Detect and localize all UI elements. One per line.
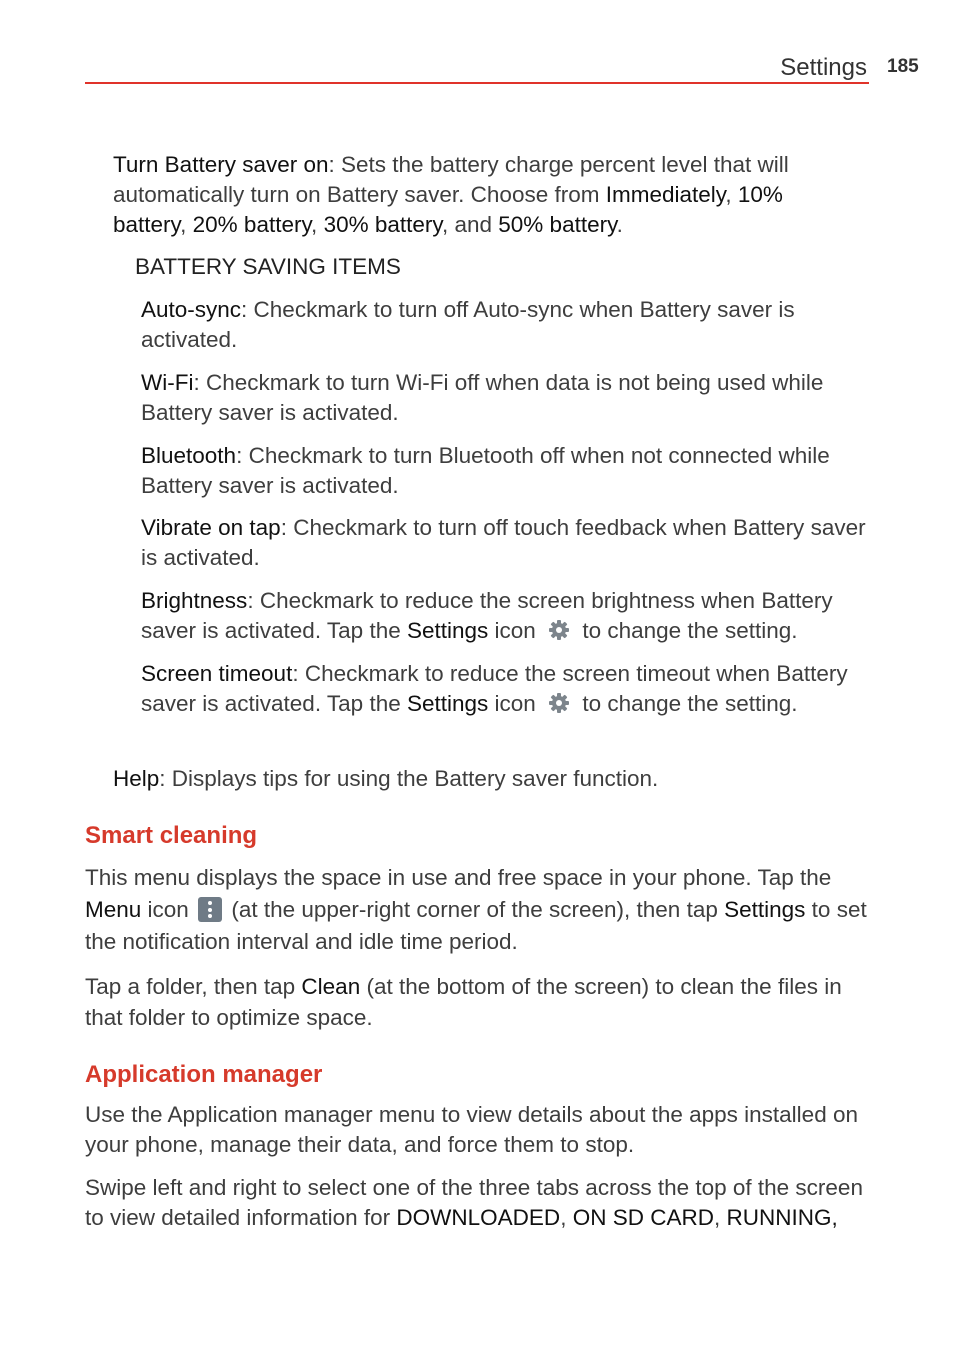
clean-label: Clean	[301, 974, 361, 999]
term-wifi: Wi-Fi	[141, 370, 194, 395]
text: : Checkmark to turn off touch feedback when Battery saver is activated.	[141, 515, 866, 570]
text: : Sets the battery charge percent level that will automatically turn on Battery saver. Choose from	[113, 152, 789, 207]
text: (at the bottom of the screen) to clean the files in that folder to optimize space.	[85, 974, 842, 1030]
option-50: 50% battery	[498, 212, 617, 237]
bluetooth-item	[141, 441, 876, 501]
text: Tap a folder, then tap	[85, 974, 302, 999]
option-10: 10% battery	[113, 182, 783, 237]
text: : Checkmark to turn Bluetooth off when not connected while Battery saver is activated.	[141, 443, 830, 498]
text: : Checkmark to reduce the screen brightness when Battery saver is activated. Tap the	[141, 588, 833, 643]
tab-downloaded: DOWNLOADED	[396, 1205, 561, 1230]
text: : Checkmark to reduce the screen timeout when Battery saver is activated. Tap the	[141, 661, 848, 716]
help-item	[113, 764, 873, 794]
text: to change the setting.	[576, 618, 798, 643]
text: .	[616, 212, 623, 237]
application-manager-paragraph-2	[85, 1173, 875, 1233]
option-20: 20% battery	[192, 212, 312, 237]
text: Swipe left and right to select one of the three tabs across the top of the screen to view detailed information for	[85, 1175, 863, 1230]
vibrate-on-tap-item	[141, 513, 876, 573]
text: ,	[725, 182, 738, 207]
text: , and	[441, 212, 499, 237]
option-30: 30% battery	[323, 212, 442, 237]
wifi-item	[141, 368, 876, 428]
text: ,	[713, 1205, 727, 1230]
turn-battery-saver-on-paragraph	[113, 150, 833, 240]
text: icon	[488, 618, 543, 643]
settings-gear-icon	[546, 617, 572, 643]
text: icon	[141, 897, 196, 922]
smart-cleaning-heading: Smart cleaning	[85, 822, 258, 849]
settings-gear-icon	[546, 690, 572, 716]
menu-dots-icon	[198, 897, 222, 922]
header-section-title: Settings	[780, 54, 867, 81]
smart-cleaning-paragraph-1	[85, 862, 875, 958]
tab-running: RUNNING,	[726, 1205, 838, 1230]
settings-label: Settings	[406, 691, 489, 716]
term-vibrate-on-tap: Vibrate on tap	[141, 515, 281, 540]
menu-label: Menu	[85, 897, 142, 922]
term-help: Help	[113, 766, 160, 791]
battery-saving-items-heading: BATTERY SAVING ITEMS	[135, 254, 401, 279]
text: to change the setting.	[576, 691, 798, 716]
text: This menu displays the space in use and free space in your phone. Tap the	[85, 865, 832, 890]
term-bluetooth: Bluetooth	[141, 443, 237, 468]
text: (at the upper-right corner of the screen), then tap	[225, 897, 725, 922]
text: : Displays tips for using the Battery saver function.	[159, 766, 659, 791]
settings-label: Settings	[724, 897, 806, 922]
term-auto-sync: Auto-sync	[141, 297, 242, 322]
page-number: 185	[887, 56, 919, 77]
tab-on-sd-card: ON SD CARD	[572, 1205, 714, 1230]
text: icon	[488, 691, 543, 716]
screen-timeout-item	[141, 659, 876, 719]
term-turn-battery-saver-on: Turn Battery saver on	[113, 152, 329, 177]
term-brightness: Brightness	[141, 588, 248, 613]
text: ,	[180, 212, 193, 237]
brightness-item	[141, 586, 876, 646]
term-screen-timeout: Screen timeout	[141, 661, 293, 686]
application-manager-heading: Application manager	[85, 1061, 323, 1088]
auto-sync-item	[141, 295, 876, 355]
text: ,	[560, 1205, 573, 1230]
option-immediately: Immediately	[605, 182, 726, 207]
text: : Checkmark to turn off Auto-sync when Battery saver is activated.	[141, 297, 795, 352]
settings-label: Settings	[406, 618, 489, 643]
smart-cleaning-paragraph-2	[85, 971, 875, 1033]
text: to set the notification interval and idle time period.	[85, 897, 867, 954]
page-header	[85, 52, 919, 84]
text: ,	[311, 212, 324, 237]
application-manager-paragraph-1: Use the Application manager menu to view details about the apps installed on your phone, manage their data, and force them to stop.	[85, 1102, 858, 1157]
text: : Checkmark to turn Wi-Fi off when data is not being used while Battery saver is activated.	[141, 370, 824, 425]
